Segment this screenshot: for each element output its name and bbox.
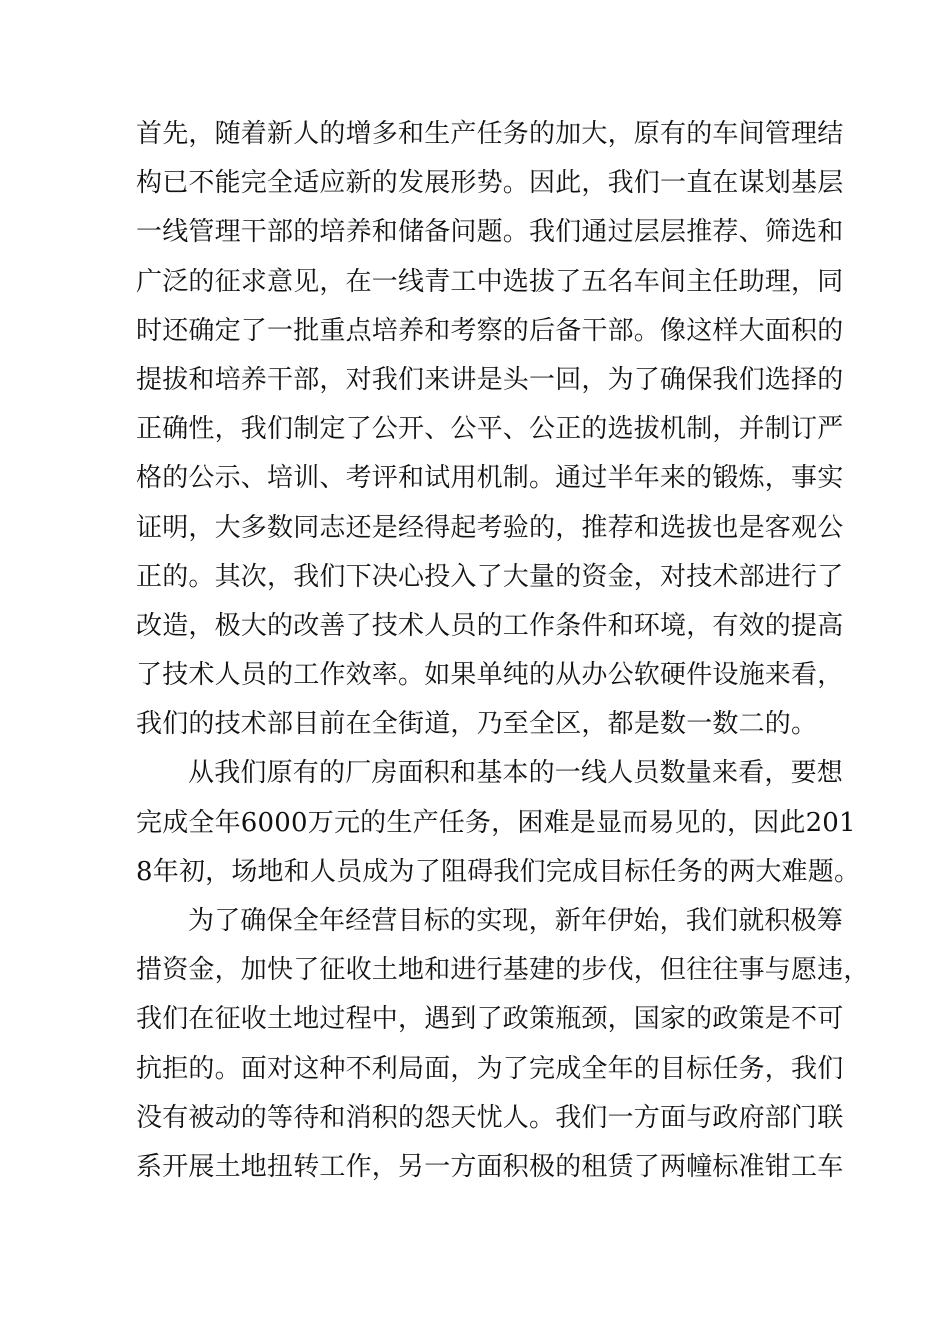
text-line: 时还确定了一批重点培养和考察的后备干部。像这样大面积的 [136,315,844,346]
text-line: 系开展土地扭转工作，另一方面积极的租赁了两幢标准钳工车 [136,1151,844,1182]
body-text [136,110,870,1192]
paragraph-end-line: 我们的技术部目前在全街道，乃至全区，都是数一数二的。 [136,709,818,740]
text-line: 抗拒的。面对这种不利局面，为了完成全年的目标任务，我们 [136,1053,844,1084]
text-line: 提拔和培养干部，对我们来讲是头一回，为了确保我们选择的 [136,364,844,395]
paragraph-end-line: 8年初，场地和人员成为了阻碍我们完成目标任务的两大难题。 [136,856,861,887]
text-line: 正的。其次，我们下决心投入了大量的资金，对技术部进行了 [136,561,844,592]
text-line: 正确性，我们制定了公开、公平、公正的选拔机制，并制订严 [136,414,844,445]
text-line: 措资金，加快了征收土地和进行基建的步伐，但往往事与愿违， [136,955,870,986]
text-line: 广泛的征求意见，在一线青工中选拔了五名车间主任助理，同 [136,266,844,297]
text-line: 改造，极大的改善了技术人员的工作条件和环境，有效的提高 [136,610,844,641]
paragraph-start-line: 从我们原有的厂房面积和基本的一线人员数量来看，要想 [188,758,844,789]
text-line: 格的公示、培训、考评和试用机制。通过半年来的锻炼，事实 [136,463,844,494]
text-line: 了技术人员的工作效率。如果单纯的从办公软硬件设施来看， [136,660,844,691]
text-line: 完成全年6000万元的生产任务，困难是显而易见的，因此201 [136,807,856,838]
text-line: 构已不能完全适应新的发展形势。因此，我们一直在谋划基层 [136,168,844,199]
paragraph-start-line: 为了确保全年经营目标的实现，新年伊始，我们就积极筹 [188,906,844,936]
text-line: 我们在征收土地过程中，遇到了政策瓶颈，国家的政策是不可 [136,1004,844,1035]
text-line: 一线管理干部的培养和储备问题。我们通过层层推荐、筛选和 [136,217,844,248]
text-line: 首先，随着新人的增多和生产任务的加大，原有的车间管理结 [136,119,844,149]
text-line: 证明，大多数同志还是经得起考验的，推荐和选拔也是客观公 [136,512,844,543]
text-line: 没有被动的等待和消积的怨天忧人。我们一方面与政府部门联 [136,1102,844,1133]
